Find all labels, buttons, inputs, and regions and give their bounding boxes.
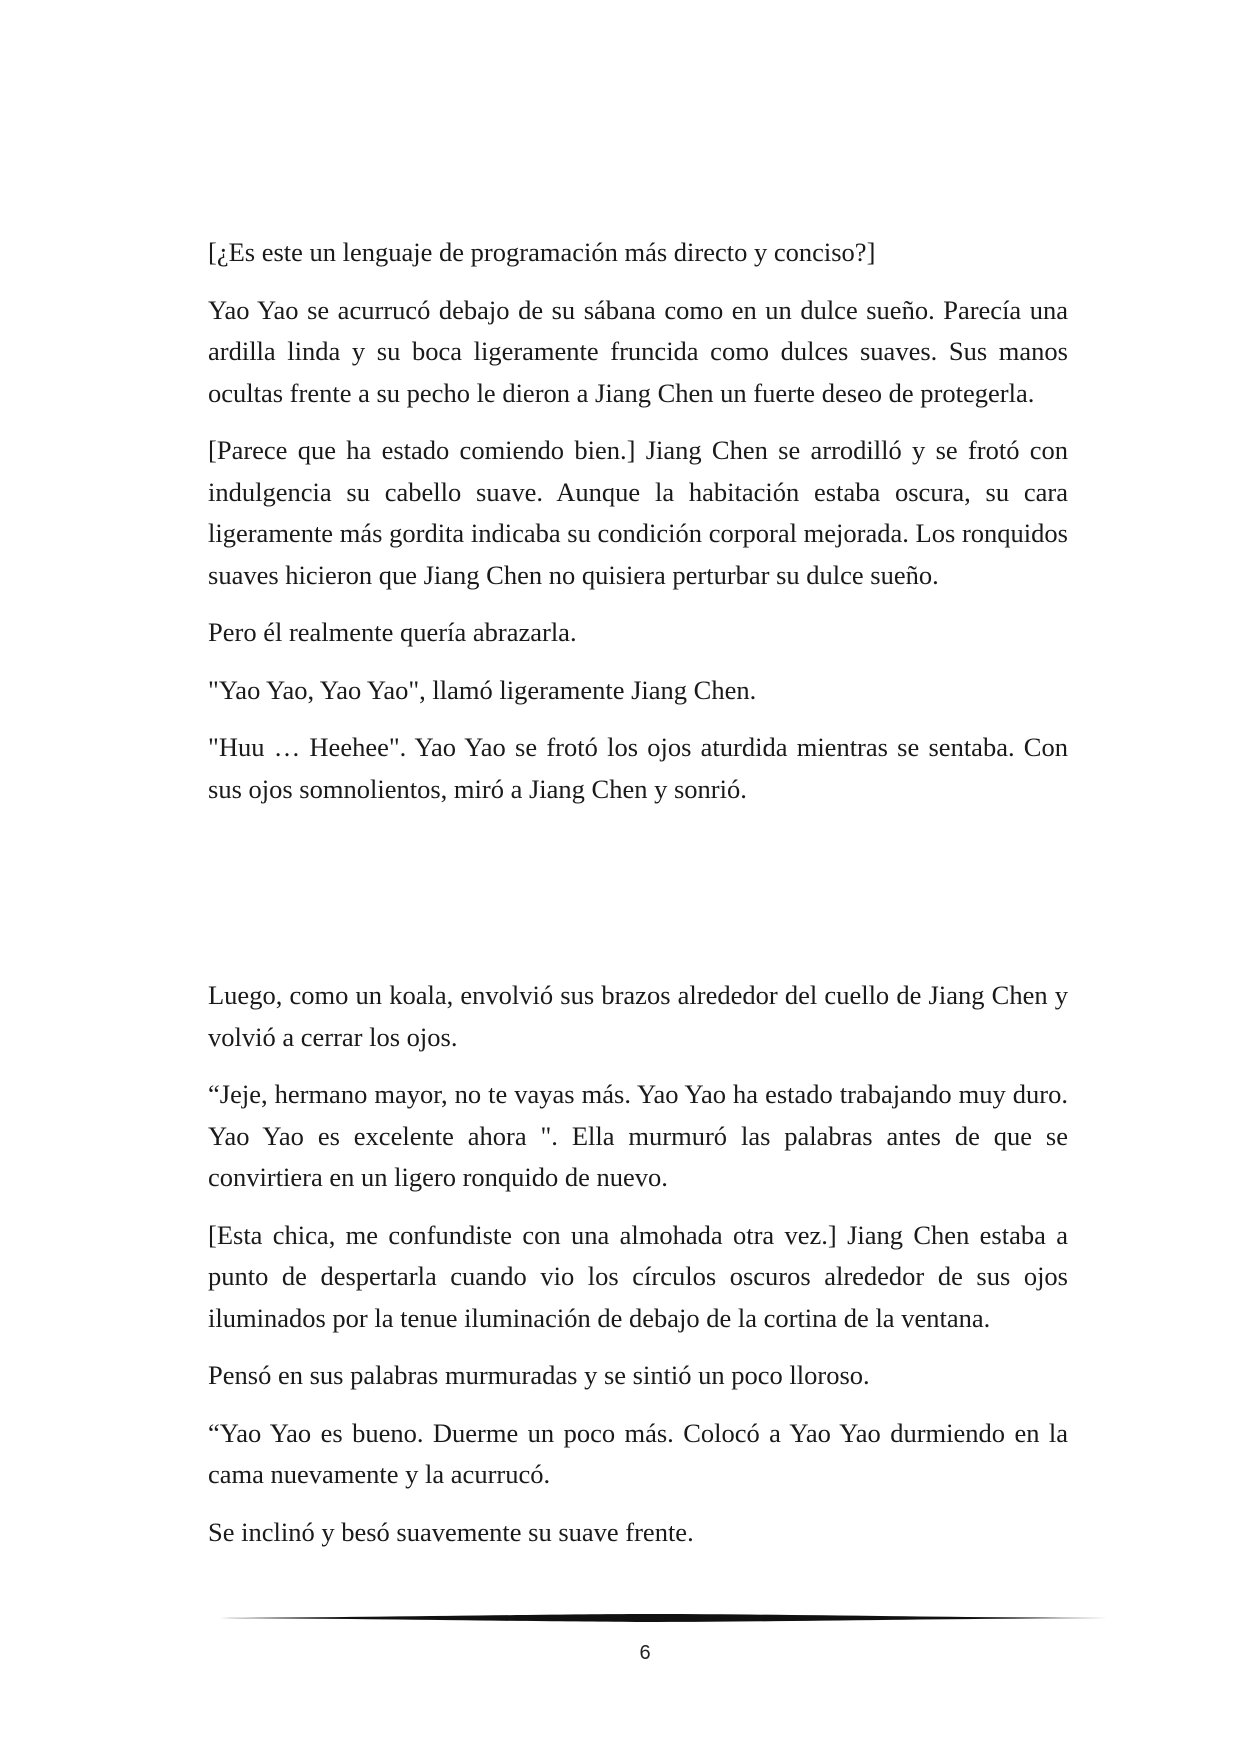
text-block-bottom	[208, 975, 1068, 1569]
paragraph: "Yao Yao, Yao Yao", llamó ligeramente Jiang Chen.	[208, 674, 757, 705]
paragraph: Yao Yao se acurrucó debajo de su sábana como en un dulce sueño. Parecía una ardilla linda y su boca ligeramente fruncida como dulces suaves. Sus manos ocultas frente a su pecho le dieron a Jiang Chen un fuerte deseo de protegerla.	[208, 294, 1068, 408]
paragraph: Pensó en sus palabras murmuradas y se sintió un poco lloroso.	[208, 1360, 870, 1390]
paragraph: Pero él realmente quería abrazarla.	[208, 617, 577, 647]
paragraph: [¿Es este un lenguaje de programación más directo y conciso?]	[208, 237, 876, 267]
paragraph: "Huu … Heehee". Yao Yao se frotó los ojos aturdida mientras se sentaba. Con sus ojos somnolientos, miró a Jiang Chen y sonrió.	[208, 732, 1068, 804]
text-block-top	[208, 232, 1068, 826]
paragraph: “Jeje, hermano mayor, no te vayas más. Yao Yao ha estado trabajando muy duro. Yao Yao es excelente ahora ". Ella murmuró las palabras antes de que se convirtiera en un ligero ronquido de nuevo.	[208, 1079, 1068, 1192]
paragraph: Luego, como un koala, envolvió sus brazos alrededor del cuello de Jiang Chen y volvió a cerrar los ojos.	[208, 980, 1068, 1052]
footer-divider	[208, 1612, 1108, 1624]
paragraph: [Esta chica, me confundiste con una almohada otra vez.] Jiang Chen estaba a punto de despertarla cuando vio los círculos oscuros alrededor de sus ojos iluminados por la tenue iluminación de debajo de la cortina de la ventana.	[208, 1219, 1068, 1333]
paragraph: [Parece que ha estado comiendo bien.] Jiang Chen se arrodilló y se frotó con indulgencia su cabello suave. Aunque la habitación estaba oscura, su cara ligeramente más gordita indicaba su condición corporal mejorada. Los ronquidos suaves hicieron que Jiang Chen no quisiera perturbar su dulce sueño.	[208, 435, 1068, 590]
paragraph: “Yao Yao es bueno. Duerme un poco más. Colocó a Yao Yao durmiendo en la cama nuevamente y la acurrucó.	[208, 1417, 1068, 1489]
page-number: 6	[639, 1642, 651, 1664]
paragraph: Se inclinó y besó suavemente su suave frente.	[208, 1516, 694, 1547]
